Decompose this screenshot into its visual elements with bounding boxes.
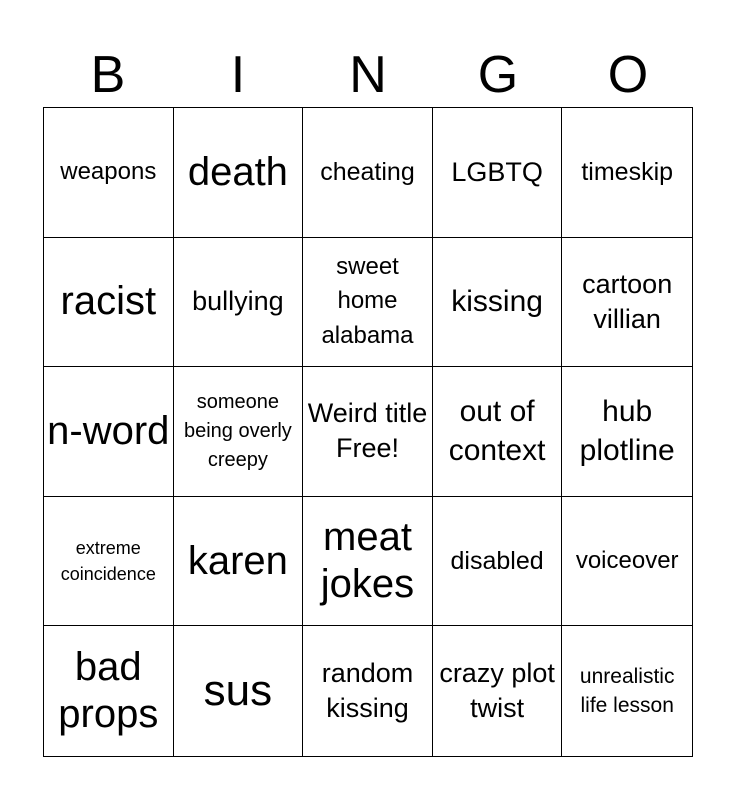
header-letter-b: B bbox=[90, 46, 126, 104]
bingo-cell[interactable] bbox=[433, 108, 563, 238]
bingo-cell[interactable] bbox=[562, 367, 692, 497]
bingo-cell-text: bad props bbox=[58, 645, 159, 737]
bingo-cell-text: sweet home alabama bbox=[321, 252, 414, 350]
bingo-cell[interactable] bbox=[303, 108, 433, 238]
bingo-cell-text: bullying bbox=[192, 286, 284, 317]
bingo-cell-text: meat jokes bbox=[320, 514, 415, 607]
bingo-cell-text: cheating bbox=[320, 157, 415, 186]
bingo-cell[interactable] bbox=[174, 108, 304, 238]
bingo-cell[interactable] bbox=[433, 238, 563, 368]
bingo-cell[interactable] bbox=[303, 497, 433, 627]
bingo-cell-text: LGBTQ bbox=[451, 156, 543, 187]
bingo-cell[interactable] bbox=[44, 238, 174, 368]
bingo-cell[interactable] bbox=[174, 626, 304, 756]
bingo-cell[interactable] bbox=[44, 497, 174, 627]
bingo-cell-text: out of context bbox=[448, 395, 546, 468]
header-letter-o: O bbox=[607, 46, 649, 104]
bingo-cell-text: kissing bbox=[451, 285, 543, 319]
bingo-cell-text: karen bbox=[187, 538, 288, 583]
bingo-cell[interactable] bbox=[44, 367, 174, 497]
bingo-cell-text: disabled bbox=[450, 546, 544, 575]
bingo-cell[interactable] bbox=[174, 497, 304, 627]
bingo-cell-text: sus bbox=[203, 666, 273, 716]
bingo-cell[interactable] bbox=[174, 367, 304, 497]
bingo-cell[interactable] bbox=[433, 367, 563, 497]
bingo-cell[interactable] bbox=[562, 238, 692, 368]
bingo-cell[interactable] bbox=[303, 626, 433, 756]
bingo-cell[interactable] bbox=[303, 238, 433, 368]
bingo-cell-text: unrealistic life lesson bbox=[579, 664, 675, 718]
bingo-cell-text: weapons bbox=[60, 157, 157, 185]
bingo-cell[interactable] bbox=[433, 497, 563, 627]
bingo-cell-text: timeskip bbox=[581, 157, 674, 186]
bingo-cell-text: crazy plot twist bbox=[439, 658, 555, 724]
bingo-cell[interactable] bbox=[562, 108, 692, 238]
bingo-cell-text: Weird title Free! bbox=[307, 398, 428, 464]
header-letter-i: I bbox=[230, 46, 246, 104]
bingo-cell-text: extreme coincidence bbox=[60, 538, 156, 585]
bingo-cell-text: hub plotline bbox=[579, 395, 675, 468]
bingo-board bbox=[43, 107, 693, 757]
bingo-cell-text: someone being overly creepy bbox=[183, 390, 292, 471]
header-letter-n: N bbox=[349, 46, 387, 104]
bingo-header bbox=[43, 44, 693, 106]
bingo-cell-text: voiceover bbox=[575, 546, 679, 574]
bingo-cell[interactable] bbox=[174, 238, 304, 368]
bingo-cell-text: n-word bbox=[47, 408, 170, 453]
bingo-cell-text: death bbox=[187, 149, 288, 194]
bingo-cell-text: racist bbox=[60, 279, 157, 324]
bingo-cell[interactable] bbox=[303, 367, 433, 497]
bingo-cell[interactable] bbox=[433, 626, 563, 756]
bingo-cell-text: random kissing bbox=[321, 658, 414, 724]
bingo-cell[interactable] bbox=[44, 626, 174, 756]
bingo-cell-text: cartoon villian bbox=[582, 268, 673, 334]
header-letter-g: G bbox=[477, 46, 519, 104]
bingo-cell[interactable] bbox=[562, 626, 692, 756]
bingo-cell[interactable] bbox=[562, 497, 692, 627]
bingo-cell[interactable] bbox=[44, 108, 174, 238]
